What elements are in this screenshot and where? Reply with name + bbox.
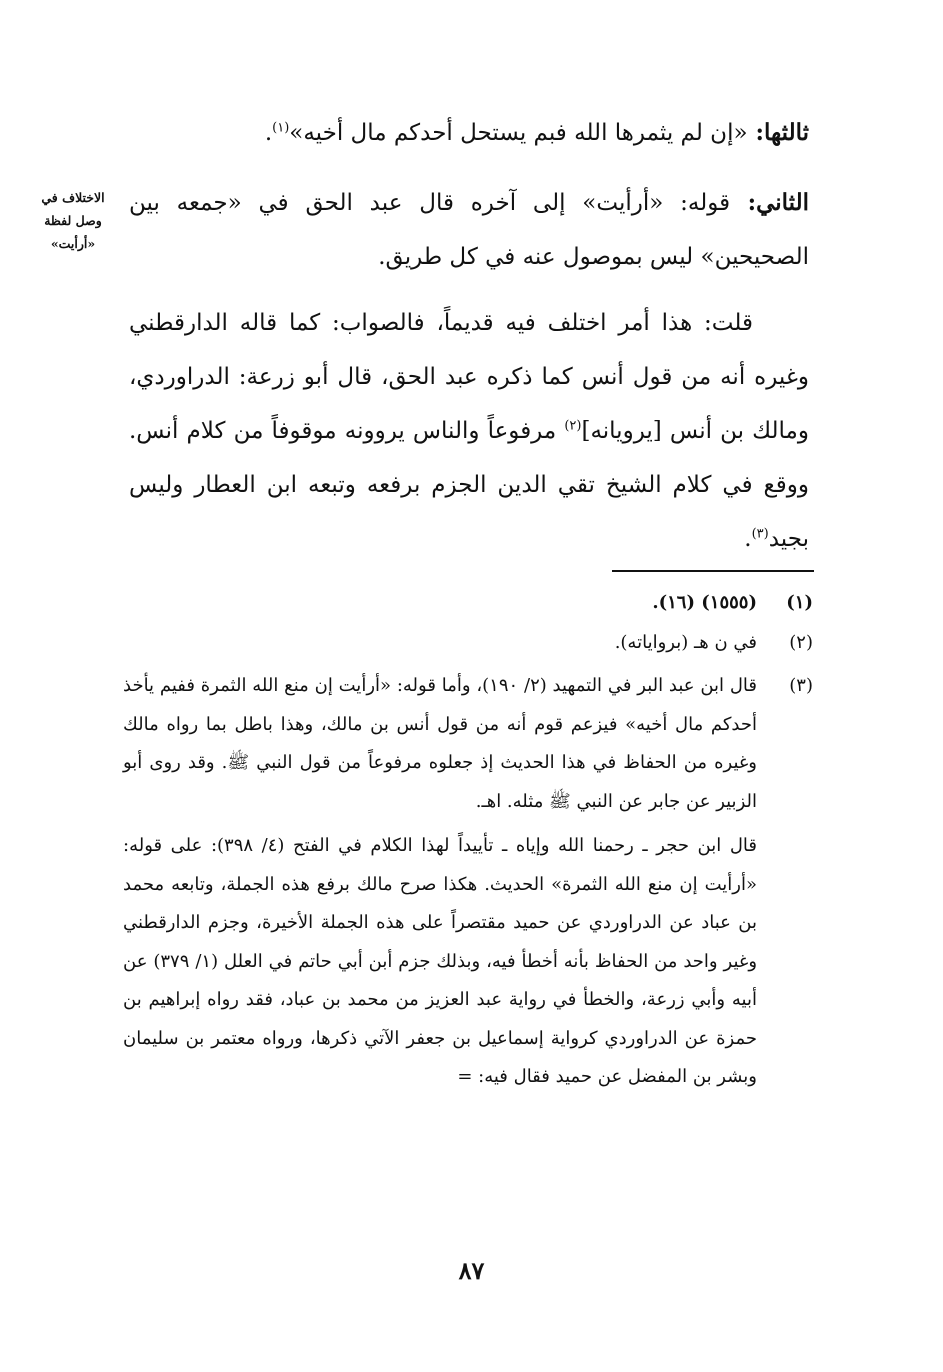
margin-note xyxy=(14,186,132,255)
punctuation: . xyxy=(744,526,752,552)
footnote-number: (٢) xyxy=(789,632,813,653)
footnote-2 xyxy=(123,624,813,663)
page-number: ٨٧ xyxy=(458,1256,485,1285)
paragraph-label: ثالثها: xyxy=(747,119,809,146)
paragraph-text: «إن لم يثمرها الله فبم يستحل أحدكم مال أخيه» xyxy=(289,120,748,146)
footnote-1 xyxy=(123,584,813,623)
margin-note-line: الاختلاف في xyxy=(41,190,105,205)
paragraph-text: مرفوعاً والناس يروونه موقوفاً من كلام أنس. ووقع في كلام الشيخ تقي الدين الجزم برفعه وتبعه ابن العطار وليس بجيد xyxy=(129,418,809,552)
footnote-separator xyxy=(612,570,814,572)
footnote-number: (١) xyxy=(786,592,813,613)
punctuation: . xyxy=(264,120,273,146)
paragraph-label: الثاني: xyxy=(730,189,809,216)
margin-note-line: «أرأيت» xyxy=(50,236,96,251)
paragraph-third xyxy=(129,106,809,160)
footnote-text: في ن هـ (برواياته). xyxy=(614,632,757,653)
paragraph-comment xyxy=(129,296,809,566)
footnote-ref: (١) xyxy=(272,120,290,136)
footnote-3 xyxy=(123,667,813,1097)
footnote-text: (١٥٥٥) (١٦). xyxy=(652,592,757,613)
footnote-ref: (٢) xyxy=(564,418,582,434)
paragraph-text: قلت: هذا أمر اختلف فيه قديماً، فالصواب: كما قاله الدارقطني وغيره أنه من قول أنس كما ذكره عبد الحق، قال أبو زرعة: الدراوردي، ومالك بن أنس [يرويانه] xyxy=(129,310,809,444)
paragraph-text: قوله: «أرأيت» إلى آخره قال عبد الحق في «جمعه بين الصحيحين» ليس بموصول عنه في كل طريق. xyxy=(129,190,809,270)
footnote-ref: (٣) xyxy=(751,526,769,542)
footnote-text: قال ابن عبد البر في التمهيد (٢/ ١٩٠)، وأما قوله: «أرأيت إن منع الله الثمرة ففيم يأخذ أحدكم مال أخيه» فيزعم قوم أنه من قول أنس بن مالك، وهذا باطل بما رواه مالك وغيره من الحفاظ في هذا الحديث إذ جعلوه مرفوعاً من قول النبي ﷺ. وقد روى أبو الزبير عن جابر عن النبي ﷺ مثله. اهـ. xyxy=(123,675,757,812)
footnote-text: قال ابن حجر ـ رحمنا الله وإياه ـ تأييداً لهذا الكلام في الفتح (٤/ ٣٩٨): على قوله: «أرأيت إن منع الله الثمرة» الحديث. هكذا صرح مالك برفع هذه الجملة، وتابعه محمد بن عباد عن الدراوردي عن حميد مقتصراً على هذه الجملة الأخيرة، وجزم الدارقطني وغير واحد من الحفاظ بأنه أخطأ فيه، وبذلك جزم أبن أبي حاتم في العلل (١/ ٣٧٩) عن أبيه وأبي زرعة، والخطأ في رواية عبد العزيز من محمد بن عباد، فقد رواه إبراهيم بن حمزة عن الدراوردي كرواية إسماعيل بن جعفر الآتي ذكرها، ورواه معتمر بن سليمان وبشر بن المفضل عن حميد فقال فيه: = xyxy=(123,835,758,1087)
margin-note-line: وصل لفظة xyxy=(44,213,102,228)
paragraph-second xyxy=(129,176,809,284)
footnote-number: (٣) xyxy=(789,675,813,696)
